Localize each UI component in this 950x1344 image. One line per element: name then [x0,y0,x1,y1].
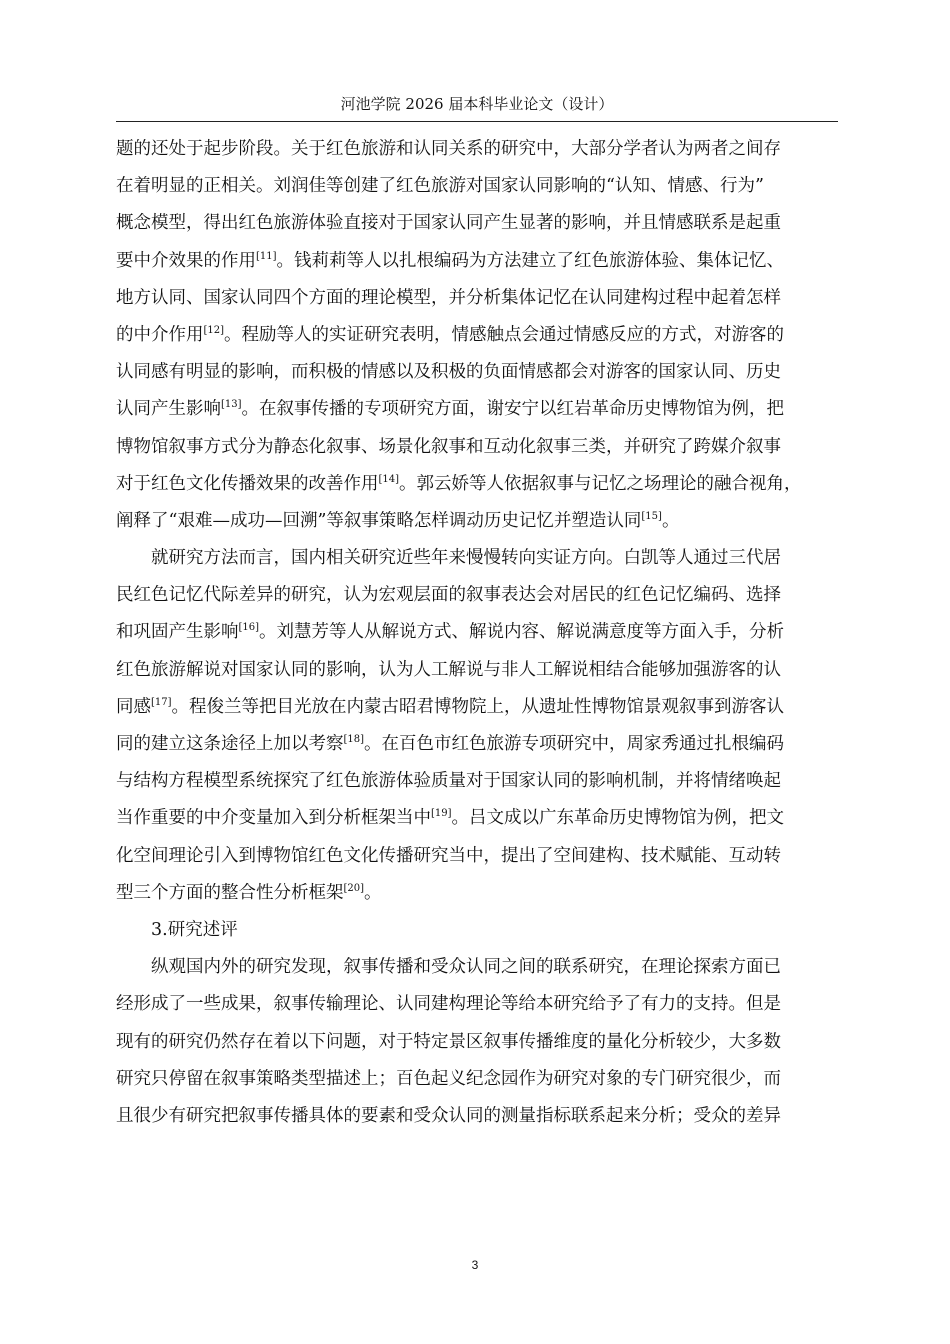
text-segment: 。 [661,510,680,531]
text-segment: 的中介作用 [116,324,204,345]
paragraph [116,540,838,912]
text-segment: 对于红色文化传播效果的改善作用 [116,473,379,494]
text-line [116,540,838,577]
text-line [116,614,838,651]
paragraph [116,912,838,949]
text-line [116,949,838,986]
text-line [116,280,838,317]
text-segment: 研究只停留在叙事策略类型描述上；百色起义纪念园作为研究对象的专门研究很少，而 [116,1068,781,1089]
text-segment: 与结构方程模型系统探究了红色旅游体验质量对于国家认同的影响机制，并将情绪唤起 [116,771,781,792]
text-segment: 阐释了“艰难—成功—回溯”等叙事策略怎样调动历史记忆并塑造认同 [116,510,642,531]
text-segment: 3.研究述评 [151,919,238,940]
text-segment: 。郭云娇等人依据叙事与记忆之场理论的融合视角， [399,473,802,494]
text-segment: 要中介效果的作用 [116,250,256,271]
text-segment: 认同感有明显的影响，而积极的情感以及积极的负面情感都会对游客的国家认同、历史 [116,362,781,383]
text-line [116,1098,838,1135]
text-segment: 博物馆叙事方式分为静态化叙事、场景化叙事和互动化叙事三类，并研究了跨媒介叙事 [116,436,781,457]
text-segment: 和巩固产生影响 [116,622,239,643]
text-line [116,354,838,391]
citation-marker: [12] [203,325,225,337]
text-segment: 且很少有研究把叙事传播具体的要素和受众认同的测量指标联系起来分析；受众的差异 [116,1105,781,1126]
text-segment: 。在叙事传播的专项研究方面，谢安宁以红岩革命历史博物馆为例，把 [241,399,785,420]
text-line [116,875,838,912]
text-line [116,391,838,428]
text-line [116,763,838,800]
header-divider [116,121,838,122]
citation-marker: [20] [343,882,365,894]
text-segment: 化空间理论引入到博物馆红色文化传播研究当中，提出了空间建构、技术赋能、互动转 [116,845,781,866]
text-segment: 地方认同、国家认同四个方面的理论模型，并分析集体记忆在认同建构过程中起着怎样 [116,287,781,308]
text-segment: 当作重要的中介变量加入到分析框架当中 [116,808,431,829]
text-line [116,912,838,949]
text-line [116,168,838,205]
text-line [116,205,838,242]
text-line [116,243,838,280]
text-segment: 就研究方法而言，国内相关研究近些年来慢慢转向实证方向。白凯等人通过三代居 [151,548,781,569]
citation-marker: [17] [151,696,172,708]
body-text [116,131,838,1135]
text-segment: 型三个方面的整合性分析框架 [116,882,344,903]
citation-marker: [13] [221,399,242,411]
text-line [116,986,838,1023]
text-line [116,429,838,466]
citation-marker: [15] [641,511,662,523]
text-line [116,838,838,875]
text-segment: 。程励等人的实证研究表明，情感触点会通过情感反应的方式，对游客的 [224,324,785,345]
citation-marker: [19] [431,808,452,820]
page-number: 3 [471,1258,479,1272]
text-segment: 纵观国内外的研究发现，叙事传播和受众认同之间的联系研究，在理论探索方面已 [151,957,781,978]
text-line [116,652,838,689]
text-segment: 同的建立这条途径上加以考察 [116,734,344,754]
text-segment: 认同产生影响 [116,399,221,420]
text-line [116,800,838,837]
text-segment: 概念模型，得出红色旅游体验直接对于国家认同产生显著的影响，并且情感联系是起重 [116,213,781,234]
text-segment: 经形成了一些成果，叙事传输理论、认同建构理论等给本研究给予了有力的支持。但是 [116,994,781,1015]
text-line [116,317,838,354]
text-segment: 。 [364,882,382,903]
text-line [116,1024,838,1061]
text-segment: 民红色记忆代际差异的研究，认为宏观层面的叙事表达会对居民的红色记忆编码、选择 [116,585,781,606]
text-segment: 。吕文成以广东革命历史博物馆为例，把文 [451,808,785,829]
text-line [116,466,838,503]
text-segment: 现有的研究仍然存在着以下问题，对于特定景区叙事传播维度的量化分析较少，大多数 [116,1031,781,1052]
paragraph [116,949,838,1135]
text-line [116,131,838,168]
text-segment: 红色旅游解说对国家认同的影响，认为人工解说与非人工解说相结合能够加强游客的认 [116,659,781,680]
text-segment: 同感 [116,696,151,717]
text-line [116,726,838,763]
citation-marker: [18] [343,734,365,746]
text-segment: 。刘慧芳等人从解说方式、解说内容、解说满意度等方面入手，分析 [259,622,785,643]
text-segment: 。程俊兰等把目光放在内蒙古昭君博物院上，从遗址性博物馆景观叙事到游客认 [171,696,785,717]
text-segment: 。钱莉莉等人以扎根编码为方法建立了红色旅游体验、集体记忆、 [276,250,785,271]
citation-marker: [14] [378,473,400,485]
paragraph [116,131,838,540]
text-line [116,503,838,540]
text-line [116,1061,838,1098]
text-segment: 。在百色市红色旅游专项研究中，周家秀通过扎根编码 [364,734,785,754]
text-line [116,577,838,614]
text-line [116,689,838,726]
citation-marker: [11] [256,250,277,262]
text-segment: 在着明显的正相关。刘润佳等创建了红色旅游对国家认同影响的“认知、情感、行为” [116,176,764,197]
text-segment: 题的还处于起步阶段。关于红色旅游和认同关系的研究中，大部分学者认为两者之间存 [116,139,781,159]
citation-marker: [16] [238,622,260,634]
running-header: 河池学院 2026 届本科毕业论文（设计） [340,95,614,113]
